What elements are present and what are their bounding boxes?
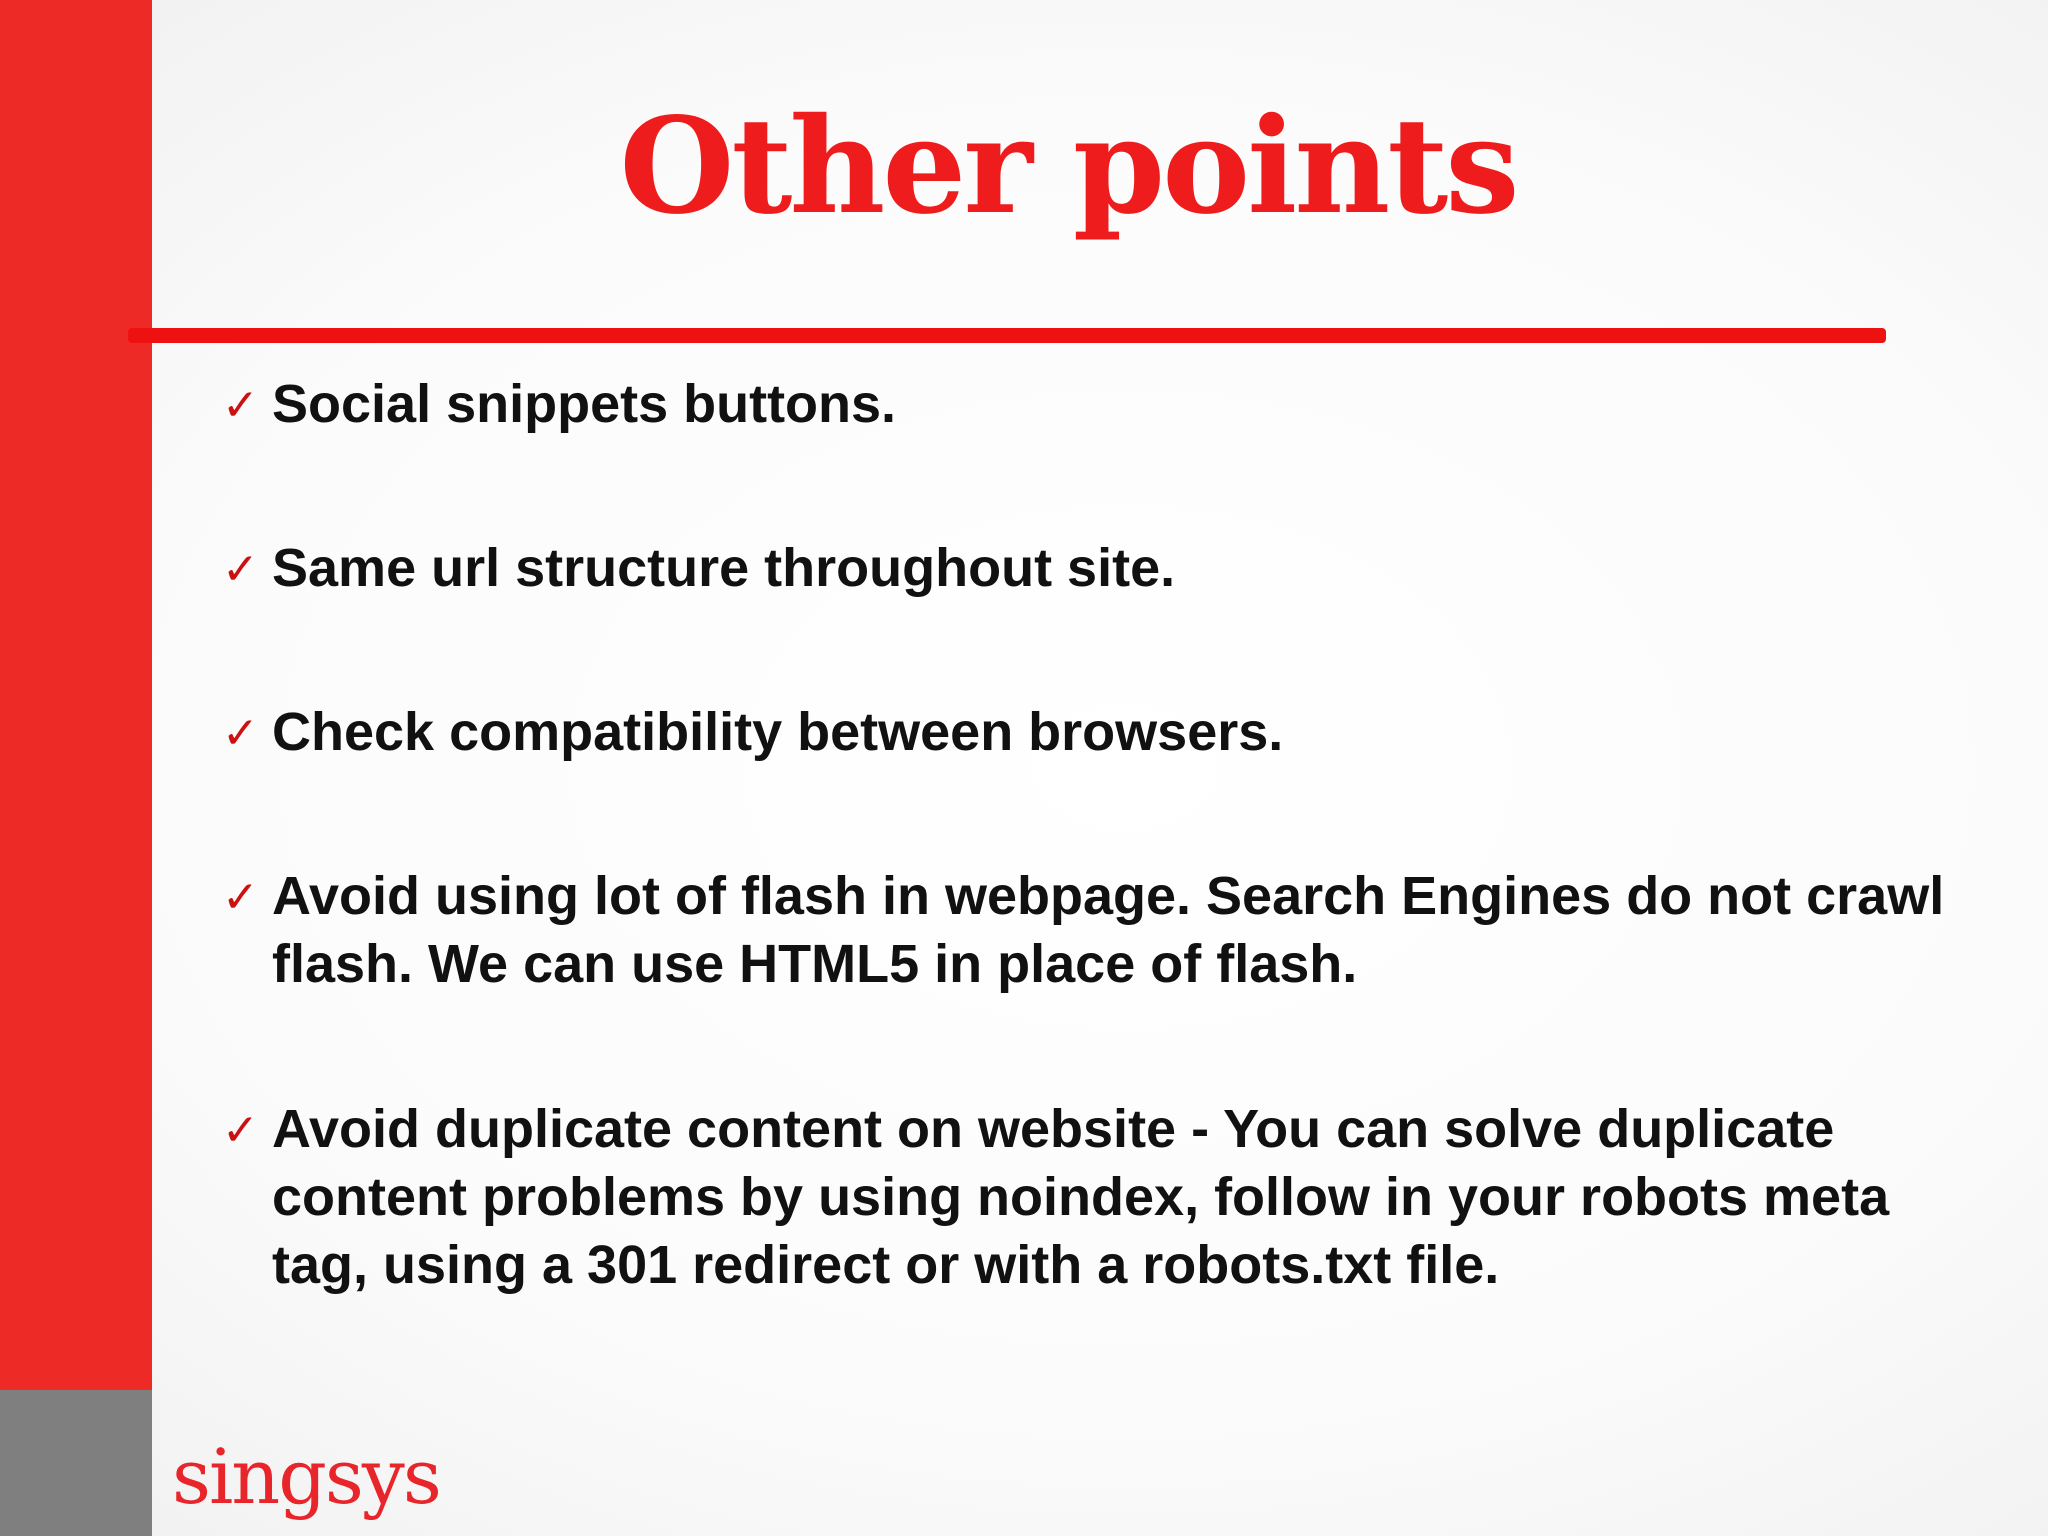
check-icon: ✓ [222, 708, 259, 759]
singsys-logo: singsys [172, 1432, 440, 1521]
bullet-text: Check compatibility between browsers. [272, 702, 1284, 762]
check-icon: ✓ [222, 380, 259, 431]
check-icon: ✓ [222, 1105, 259, 1156]
check-icon: ✓ [222, 544, 259, 595]
bullet-text: Social snippets buttons. [272, 374, 897, 434]
list-item [222, 1095, 1962, 1299]
bullet-text: Avoid using lot of flash in webpage. Search Engines do not crawl flash. We can use HTML5 in place of flash. [272, 866, 1945, 994]
check-icon: ✓ [222, 872, 259, 923]
title-divider [128, 328, 1886, 343]
bullet-text: Avoid duplicate content on website - You can solve duplicate content problems by using noindex, follow in your robots meta tag, using a 301 redirect or with a robots.txt file. [272, 1099, 1890, 1295]
list-item [222, 534, 1175, 602]
list-item [222, 370, 896, 438]
list-item [222, 698, 1283, 766]
bullet-text: Same url structure throughout site. [272, 538, 1176, 598]
left-gray-block [0, 1390, 152, 1536]
left-accent-bar [0, 0, 152, 1390]
slide-title: Other points [619, 89, 1517, 244]
list-item [222, 862, 1962, 998]
